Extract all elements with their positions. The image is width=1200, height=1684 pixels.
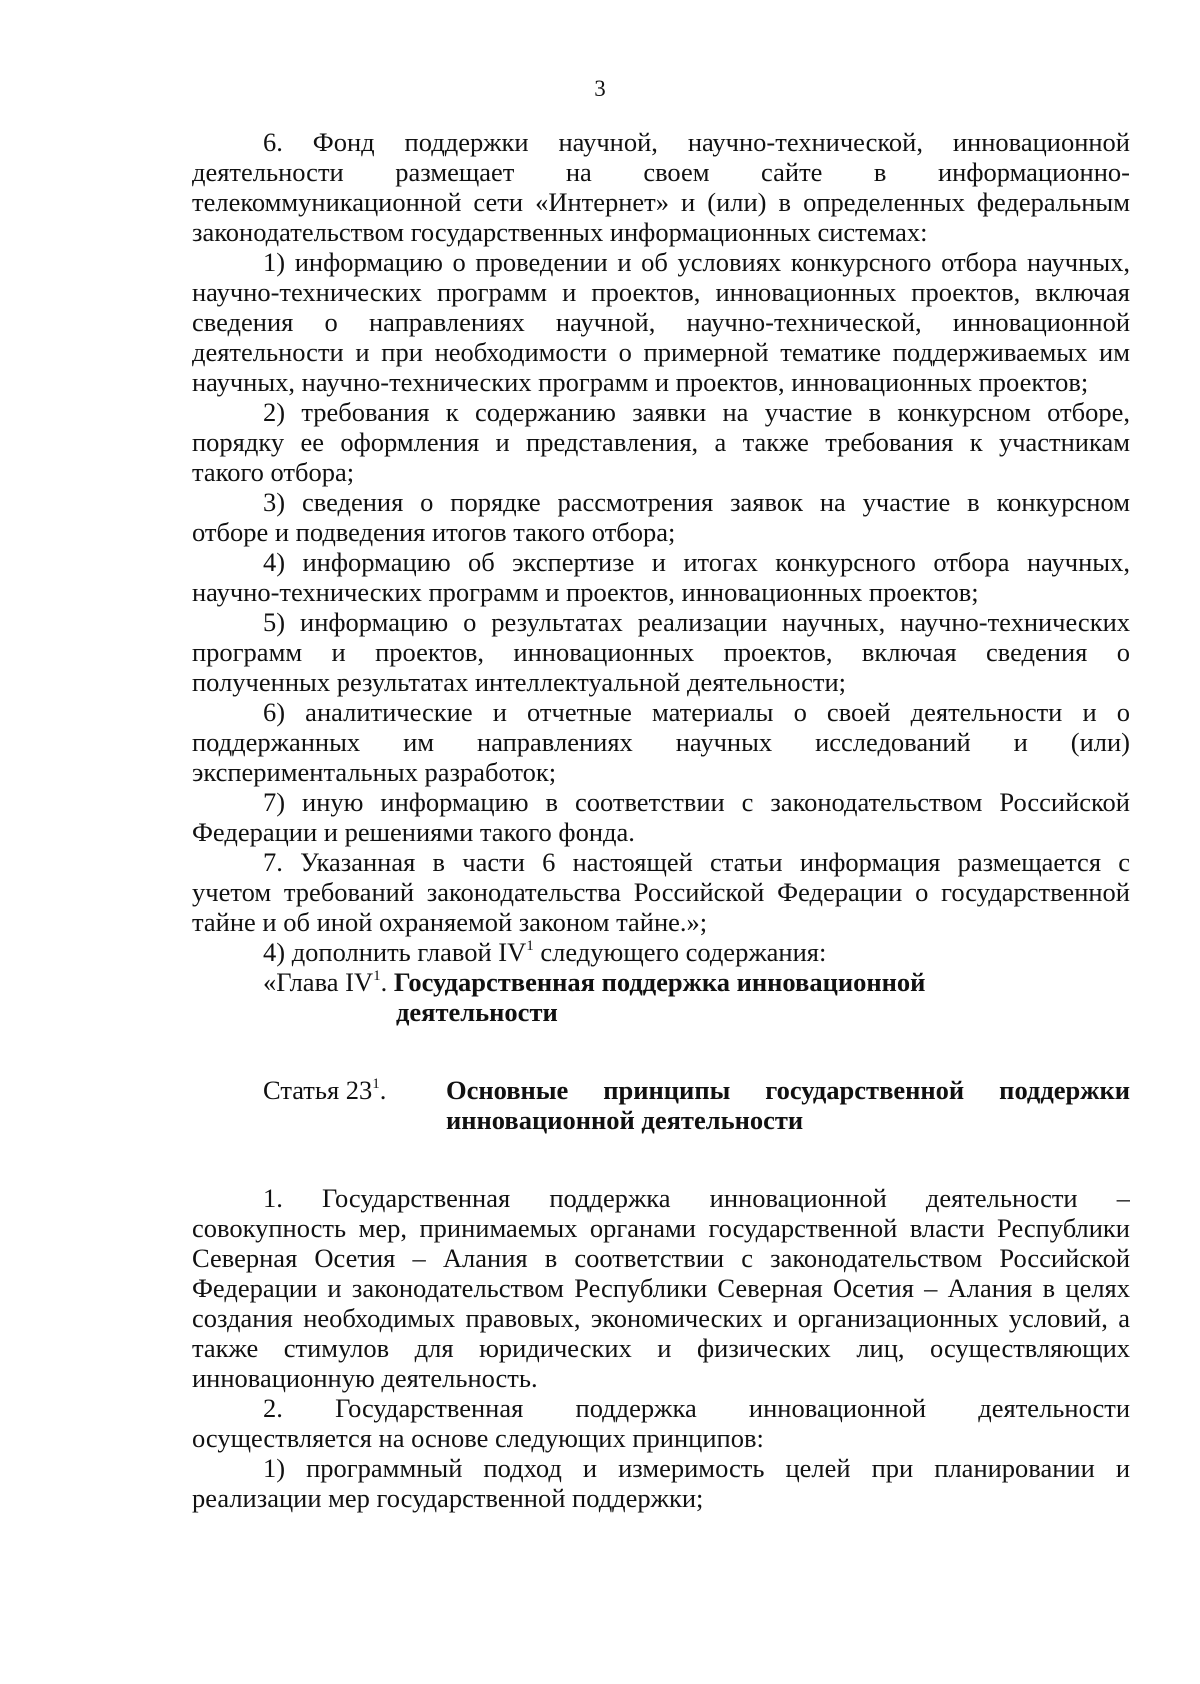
list-item-line: такого отбора; [192,457,355,487]
list-item-line: Федерации и решениями такого фонда. [192,817,635,847]
list-item-line: порядку ее оформления и представления, а также требования к участникам [192,427,1130,457]
paragraph-line: Северная Осетия – Алания в соответствии с законодательством Российской [192,1243,1130,1273]
list-item-line: 1) информацию о проведении и об условиях конкурсного отбора научных, [263,247,1130,277]
document-body [192,127,1130,1513]
list-item-line: экспериментальных разработок; [192,757,557,787]
list-item-line: отборе и подведения итогов такого отбора; [192,517,676,547]
list-item-line: 5) информацию о результатах реализации научных, научно-технических [263,607,1130,637]
paragraph-line: 7. Указанная в части 6 настоящей статьи информация размещается с [263,847,1130,877]
list-item-line: научных, научно-технических программ и проектов, инновационных проектов; [192,367,1089,397]
article-number: Статья 23 [263,1075,373,1105]
page-number: 3 [594,76,606,101]
list-item-line: научно-технических программ и проектов, инновационных проектов; [192,577,979,607]
list-item-line: 7) иную информацию в соответствии с законодательством Российской [263,787,1130,817]
superscript: 1 [373,968,381,984]
list-item-line: 2) требования к содержанию заявки на участие в конкурсном отборе, [263,397,1130,427]
spacer [192,1135,1130,1183]
list-item-line: научно-технических программ и проектов, инновационных проектов, включая [192,277,1130,307]
paragraph-line: создания необходимых правовых, экономических и организационных условий, а [192,1303,1130,1333]
paragraph-line: деятельности размещает на своем сайте в информационно- [192,157,1130,187]
list-item-line: 6) аналитические и отчетные материалы о своей деятельности и о [263,697,1130,727]
list-item-line: 1) программный подход и измеримость целей при планировании и [263,1453,1130,1483]
paragraph-line: 1. Государственная поддержка инновационной деятельности – [263,1183,1130,1213]
spacer [192,1027,1130,1075]
paragraph-line: законодательством государственных информационных системах: [192,217,928,247]
article-label [263,1075,446,1105]
list-item-line: реализации мер государственной поддержки; [192,1483,704,1513]
list-item-line: 3) сведения о порядке рассмотрения заявок на участие в конкурсном [263,487,1130,517]
article-dot: . [379,1075,387,1105]
paragraph-line: 6. Фонд поддержки научной, научно-технической, инновационной [263,127,1130,157]
paragraph-line: 2. Государственная поддержка инновационной деятельности [263,1393,1130,1423]
list-item-line: программ и проектов, инновационных проектов, включая сведения о [192,637,1130,667]
paragraph-line: совокупность мер, принимаемых органами государственной власти Республики [192,1213,1130,1243]
chapter-heading [192,967,1130,997]
article-heading [192,1075,1130,1105]
superscript: 1 [526,938,534,954]
amendment-line [192,937,1130,967]
superscript: 1 [372,1076,380,1092]
paragraph-line: тайне и об иной охраняемой законом тайне.»; [192,907,708,937]
list-item-line: деятельности и при необходимости о примерной тематике поддерживаемых им [192,337,1130,367]
list-item-line: полученных результатах интеллектуальной деятельности; [192,667,847,697]
chapter-title-continued: деятельности [396,997,558,1027]
paragraph-line: Федерации и законодательством Республики Северная Осетия – Алания в целях [192,1273,1130,1303]
list-item-line: 4) информацию об экспертизе и итогах конкурсного отбора научных, [263,547,1130,577]
chapter-dot: . [380,967,394,997]
amendment-text-tail: следующего содержания: [533,937,827,967]
list-item-line: поддержанных им направлениях научных исследований и (или) [192,727,1130,757]
amendment-text: 4) дополнить главой IV [263,937,527,967]
chapter-label: «Глава IV [263,967,374,997]
article-title-continued: инновационной деятельности [446,1105,804,1135]
paragraph-line: учетом требований законодательства Российской Федерации о государственной [192,877,1130,907]
paragraph-line: телекоммуникационной сети «Интернет» и (или) в определенных федеральным [192,187,1130,217]
list-item-line: сведения о направлениях научной, научно-технической, инновационной [192,307,1130,337]
paragraph-line: также стимулов для юридических и физических лиц, осуществляющих [192,1333,1130,1363]
paragraph-line: инновационную деятельность. [192,1363,538,1393]
paragraph-line: осуществляется на основе следующих принципов: [192,1423,764,1453]
article-title: Основные принципы государственной поддержки [446,1075,1130,1105]
chapter-title: Государственная поддержка инновационной [393,967,926,997]
